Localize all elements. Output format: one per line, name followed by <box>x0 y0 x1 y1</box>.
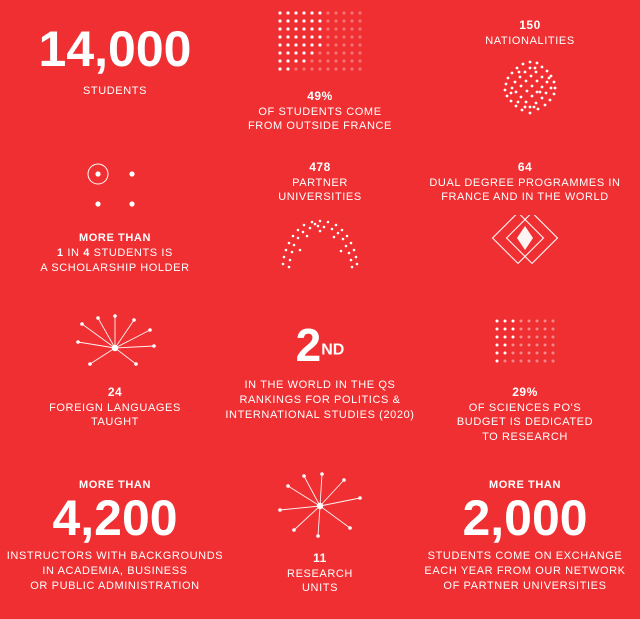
outside-france-caption-1: OF STUDENTS COME <box>258 105 382 118</box>
dot-grid-icon <box>494 318 556 375</box>
exchange-line1: MORE THAN <box>488 479 561 491</box>
stat-foreign-languages <box>10 312 220 430</box>
research-units-caption-2: UNITS <box>302 582 338 595</box>
qs-ordinal: ND <box>321 341 345 359</box>
stat-students <box>10 21 220 99</box>
exchange-caption-3: OF PARTNER UNIVERSITIES <box>443 579 607 592</box>
stat-nationalities <box>430 18 630 125</box>
stat-research-budget <box>420 318 630 445</box>
stat-outside-france <box>230 10 410 134</box>
instructors-caption-2: IN ACADEMIA, BUSINESS <box>42 564 188 577</box>
instructors-caption-3: OR PUBLIC ADMINISTRATION <box>30 579 200 592</box>
dual-degree-caption-1: DUAL DEGREE PROGRAMMES IN <box>429 176 621 189</box>
qs-caption-2: RANKINGS FOR POLITICS & <box>239 393 401 406</box>
stat-instructors <box>5 478 225 593</box>
students-caption: STUDENTS <box>82 85 148 97</box>
scholarship-mid: IN <box>63 246 84 259</box>
scholarship-value-4: 4 <box>83 246 90 259</box>
exchange-number: 2,000 <box>462 489 588 546</box>
stat-scholarship <box>10 160 220 276</box>
scholarship-value-1: 1 <box>57 246 64 259</box>
students-number: 14,000 <box>38 21 192 77</box>
globe-dots-icon <box>490 58 570 125</box>
exchange-caption-2: EACH YEAR FROM OUR NETWORK <box>424 564 626 577</box>
stat-research-units <box>230 470 410 596</box>
stat-qs-ranking <box>225 319 415 423</box>
qs-number-wrap <box>295 319 345 371</box>
foreign-languages-caption-2: TAUGHT <box>90 416 139 429</box>
qs-caption-1: IN THE WORLD IN THE QS <box>244 379 396 391</box>
nationalities-caption: NATIONALITIES <box>485 34 575 47</box>
research-budget-caption-3: TO RESEARCH <box>482 431 568 444</box>
research-budget-caption-2: BUDGET IS DEDICATED <box>456 416 594 429</box>
foreign-languages-number: 24 <box>107 385 123 399</box>
exchange-caption-1: STUDENTS COME ON EXCHANGE <box>427 549 623 562</box>
qs-caption-3: INTERNATIONAL STUDIES (2020) <box>225 408 415 421</box>
nationalities-number: 150 <box>519 18 541 32</box>
research-units-number: 11 <box>313 551 327 565</box>
instructors-caption-1: INSTRUCTORS WITH BACKGROUNDS <box>6 549 224 562</box>
instructors-number: 4,200 <box>52 489 178 546</box>
stat-partner-universities <box>230 160 410 276</box>
qs-number: 2 <box>295 319 322 371</box>
four-dots-icon <box>80 160 150 221</box>
dot-arch-icon <box>274 215 366 276</box>
research-budget-percent: 29% <box>512 385 538 399</box>
partner-caption-1: PARTNER <box>292 176 348 189</box>
dual-degree-caption-2: FRANCE AND IN THE WORLD <box>441 191 609 204</box>
instructors-line1: MORE THAN <box>78 479 151 491</box>
stat-exchange-students <box>418 478 632 593</box>
scholarship-post: STUDENTS IS <box>89 246 173 259</box>
research-units-caption-1: RESEARCH <box>287 567 353 580</box>
outside-france-caption-2: FROM OUTSIDE FRANCE <box>247 120 392 133</box>
scholarship-line3: A SCHOLARSHIP HOLDER <box>40 261 190 274</box>
scholarship-line2 <box>57 246 173 261</box>
dot-grid-icon <box>277 10 363 79</box>
starburst-icon <box>70 312 160 379</box>
starburst-icon <box>274 470 366 545</box>
overlapping-diamonds-icon <box>483 215 567 280</box>
scholarship-line1: MORE THAN <box>78 232 151 244</box>
dual-degree-number: 64 <box>517 160 533 174</box>
outside-france-percent: 49% <box>307 89 333 103</box>
research-budget-caption-1: OF SCIENCES PO'S <box>468 401 582 414</box>
partner-number: 478 <box>309 160 331 174</box>
stat-dual-degree <box>420 160 630 280</box>
foreign-languages-caption-1: FOREIGN LANGUAGES <box>49 401 181 414</box>
partner-caption-2: UNIVERSITIES <box>278 191 362 204</box>
